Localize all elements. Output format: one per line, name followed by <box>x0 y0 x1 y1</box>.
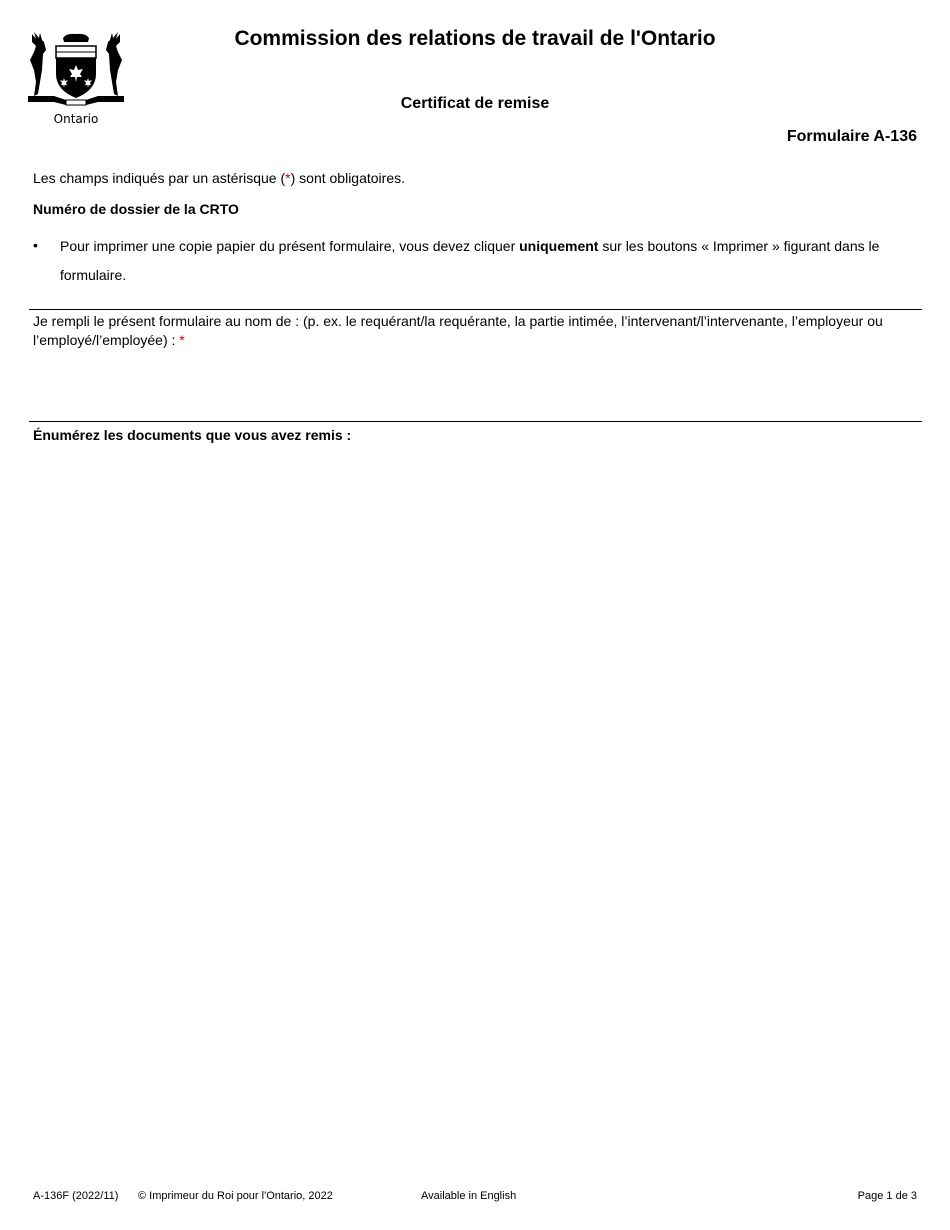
footer-copyright: © Imprimeur du Roi pour l'Ontario, 2022 <box>138 1190 333 1202</box>
required-note-text-before: Les champs indiqués par un astérisque ( <box>33 170 286 186</box>
print-instruction-before: Pour imprimer une copie papier du présent formulaire, vous devez cliquer <box>60 238 520 254</box>
on-behalf-input[interactable] <box>33 350 913 370</box>
form-subtitle: Certificat de remise <box>400 95 550 112</box>
logo-wordmark: Ontario <box>53 112 99 126</box>
file-number-label: Numéro de dossier de la CRTO <box>33 201 239 217</box>
section-divider <box>29 421 922 422</box>
on-behalf-label: Je rempli le présent formulaire au nom de : (p. ex. le requérant/la requérante, la partie intimée, l’intervenant/l’intervenante, l’employeur ou l’employé/l’employée) : <box>33 313 883 348</box>
section-divider <box>29 309 922 310</box>
required-asterisk: * <box>285 170 291 186</box>
print-instruction-after: sur les boutons « Imprimer » figurant dans le formulaire. <box>60 238 880 283</box>
bullet-icon: • <box>33 237 38 253</box>
footer-form-code: A-136F (2022/11) <box>33 1190 119 1202</box>
print-instruction <box>60 232 920 290</box>
documents-list-input[interactable] <box>33 450 913 1150</box>
print-instruction-emphasis: uniquement <box>519 238 599 254</box>
required-asterisk: * <box>179 332 185 348</box>
footer-page-number: Page 1 de 3 <box>857 1190 917 1202</box>
on-behalf-of-field[interactable] <box>33 312 913 370</box>
required-note-text-after: ) sont obligatoires. <box>290 170 406 186</box>
footer-language: Available in English <box>421 1190 517 1202</box>
organization-title: Commission des relations de travail de l'Ontario <box>234 27 716 50</box>
form-number: Formulaire A-136 <box>786 128 917 145</box>
documents-list-label: Énumérez les documents que vous avez remis : <box>33 427 352 443</box>
required-fields-note <box>33 170 405 186</box>
